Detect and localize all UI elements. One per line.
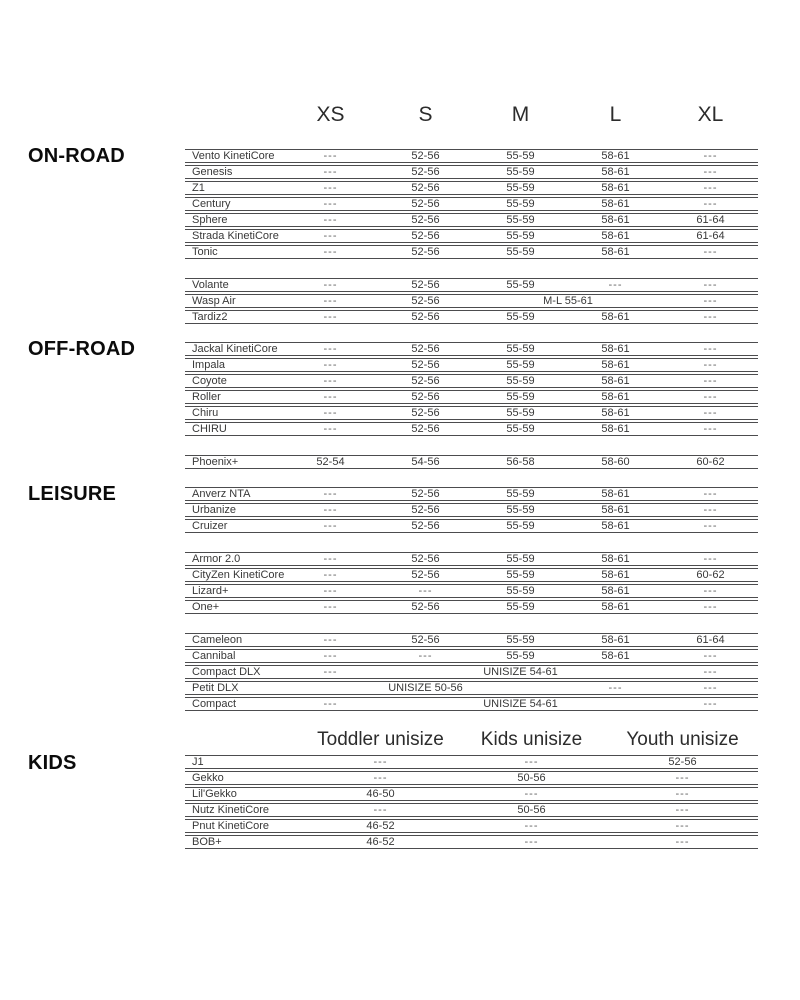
product-row [185,584,758,598]
size-cell: 56-58 [506,456,535,468]
size-cell: --- [703,391,718,403]
size-cell: --- [703,520,718,532]
size-cell: 52-56 [411,166,440,178]
size-cell: --- [608,279,623,291]
product-name: Nutz KinetiCore [192,804,270,816]
size-cell: 58-61 [601,166,630,178]
size-cell: 60-62 [696,569,725,581]
size-cell: 52-56 [411,182,440,194]
size-cell: --- [373,804,388,816]
product-name: One+ [192,601,220,613]
size-cell: 55-59 [506,246,535,258]
size-cell: 55-59 [506,359,535,371]
size-cell: 58-60 [601,456,630,468]
row-group [185,633,758,713]
size-cell: 55-59 [506,311,535,323]
product-name: J1 [192,756,204,768]
size-cell: --- [323,359,338,371]
product-name: Cameleon [192,634,243,646]
size-cell: 58-61 [601,375,630,387]
size-cell: --- [703,343,718,355]
size-cell: --- [323,391,338,403]
size-cell: 60-62 [696,456,725,468]
main-size-header-row [0,103,800,133]
size-cell: 58-61 [601,634,630,646]
size-cell: --- [703,488,718,500]
size-cell: 54-56 [411,456,440,468]
product-row [185,165,758,179]
size-cell: --- [323,423,338,435]
size-cell: 55-59 [506,343,535,355]
size-cell: 55-59 [506,553,535,565]
product-row [185,600,758,614]
product-name: Gekko [192,772,224,784]
size-cell: 58-61 [601,569,630,581]
header-name-spacer [185,103,283,127]
product-row [185,568,758,582]
product-row [185,358,758,372]
size-cell: 58-61 [601,182,630,194]
kids-column-header: Toddler unisize [317,729,444,750]
size-cell: --- [323,650,338,662]
size-cell: 58-61 [601,391,630,403]
product-name: Volante [192,279,229,291]
kids-column-header: Youth unisize [626,729,739,750]
section-label: KIDS [28,752,77,774]
size-cell: --- [524,788,539,800]
product-name: Armor 2.0 [192,553,241,565]
size-cell: UNISIZE 54-61 [483,698,558,710]
product-row [185,503,758,517]
size-cell: 55-59 [506,423,535,435]
product-row [185,803,758,817]
size-cell: --- [703,650,718,662]
size-cell: --- [703,666,718,678]
size-cell: --- [703,585,718,597]
product-name: Cruizer [192,520,228,532]
section-label: ON-ROAD [28,145,125,167]
size-column-header: M [511,103,530,126]
size-cell: M-L 55-61 [543,295,593,307]
product-name: Lil'Gekko [192,788,237,800]
section-off-road [0,338,800,471]
size-cell: --- [323,504,338,516]
size-cell: --- [323,698,338,710]
size-cell: --- [703,279,718,291]
size-cell: --- [608,682,623,694]
size-cell: --- [323,214,338,226]
size-cell: 52-56 [411,488,440,500]
size-cell: 52-56 [411,295,440,307]
product-name: Genesis [192,166,233,178]
product-name: Lizard+ [192,585,229,597]
size-column-header: XS [316,103,345,126]
size-cell: 52-56 [668,756,697,768]
product-name: BOB+ [192,836,222,848]
size-cell: UNISIZE 50-56 [388,682,463,694]
product-row [185,487,758,501]
size-cell: --- [703,166,718,178]
size-cell: --- [418,650,433,662]
size-cell: 58-61 [601,198,630,210]
product-row [185,633,758,647]
size-cell: --- [675,836,690,848]
size-cell: --- [323,246,338,258]
size-cell: 52-56 [411,391,440,403]
size-cell: 50-56 [517,772,546,784]
section-kids [0,729,800,851]
size-cell: 58-61 [601,585,630,597]
size-cell: 58-61 [601,504,630,516]
size-cell: --- [703,504,718,516]
size-cell: 55-59 [506,488,535,500]
size-cell: 58-61 [601,343,630,355]
product-name: CHIRU [192,423,227,435]
size-cell: --- [323,182,338,194]
size-cell: --- [703,682,718,694]
product-name: Impala [192,359,226,371]
size-cell: --- [323,295,338,307]
size-cell: --- [703,182,718,194]
size-cell: --- [323,634,338,646]
size-cell: --- [323,375,338,387]
size-cell: --- [675,788,690,800]
size-cell: --- [323,407,338,419]
size-cell: --- [323,569,338,581]
product-row [185,422,758,436]
size-cell: --- [323,343,338,355]
size-cell: 52-56 [411,230,440,242]
size-column-header: XL [697,103,724,126]
size-cell: --- [675,772,690,784]
size-cell: --- [418,585,433,597]
product-name: Pnut KinetiCore [192,820,270,832]
product-row [185,755,758,769]
size-cell: 55-59 [506,279,535,291]
product-row [185,519,758,533]
size-cell: 61-64 [696,214,725,226]
size-cell: --- [323,311,338,323]
product-name: Tardiz2 [192,311,228,323]
size-cell: 52-56 [411,311,440,323]
header-name-spacer [185,729,305,751]
size-cell: 55-59 [506,569,535,581]
size-cell: 52-56 [411,359,440,371]
size-column-header: L [609,103,622,126]
product-name: Tonic [192,246,218,258]
row-group [185,455,758,471]
size-cell: --- [524,756,539,768]
size-cell: --- [373,756,388,768]
size-cell: 55-59 [506,150,535,162]
size-cell: --- [703,553,718,565]
size-cell: 52-56 [411,214,440,226]
size-cell: --- [323,150,338,162]
size-cell: 50-56 [517,804,546,816]
row-group [185,487,758,535]
product-row [185,374,758,388]
size-cell: --- [323,553,338,565]
size-cell: 52-54 [316,456,345,468]
size-cell: 55-59 [506,650,535,662]
size-cell: --- [373,772,388,784]
product-name: Phoenix+ [192,456,239,468]
size-cell: 52-56 [411,246,440,258]
product-row [185,819,758,833]
section-label: LEISURE [28,483,117,505]
size-cell: 55-59 [506,214,535,226]
size-cell: --- [323,279,338,291]
section-on-road [0,145,800,326]
product-row [185,310,758,324]
size-cell: 52-56 [411,423,440,435]
kids-column-header: Kids unisize [480,729,583,750]
size-cell: 52-56 [411,407,440,419]
size-cell: --- [524,836,539,848]
size-cell: 52-56 [411,520,440,532]
size-cell: --- [323,601,338,613]
size-cell: 52-56 [411,375,440,387]
product-row [185,149,758,163]
product-row [185,771,758,785]
product-row [185,406,758,420]
kids-size-header [185,729,758,751]
product-name: Petit DLX [192,682,239,694]
size-column-header: S [418,103,433,126]
size-cell: 58-61 [601,359,630,371]
size-cell: 58-61 [601,423,630,435]
product-row [185,245,758,259]
row-group [185,278,758,326]
size-cell: --- [323,666,338,678]
product-name: Wasp Air [192,295,236,307]
size-cell: 55-59 [506,634,535,646]
size-cell: 46-50 [366,788,395,800]
row-group [185,552,758,616]
size-cell: 55-59 [506,198,535,210]
product-name: Cannibal [192,650,236,662]
size-cell: 55-59 [506,407,535,419]
product-row [185,213,758,227]
size-cell: --- [703,150,718,162]
size-cell: --- [323,230,338,242]
product-name: Vento KinetiCore [192,150,275,162]
size-cell: 55-59 [506,230,535,242]
product-row [185,181,758,195]
size-cell: 55-59 [506,182,535,194]
size-cell: 55-59 [506,375,535,387]
size-cell: --- [524,820,539,832]
product-row [185,681,758,695]
size-cell: 52-56 [411,569,440,581]
product-row [185,197,758,211]
header-spacer [0,103,185,133]
size-cell: --- [675,820,690,832]
size-cell: 52-56 [411,343,440,355]
size-cell: --- [323,198,338,210]
size-cell: 58-61 [601,650,630,662]
size-cell: 55-59 [506,520,535,532]
size-cell: 58-61 [601,150,630,162]
size-cell: --- [323,585,338,597]
section-label: OFF-ROAD [28,338,136,360]
size-cell: 58-61 [601,601,630,613]
size-cell: --- [703,311,718,323]
size-cell: 52-56 [411,634,440,646]
size-cell: --- [323,520,338,532]
product-name: Chiru [192,407,219,419]
size-cell: --- [323,488,338,500]
product-name: Century [192,198,231,210]
size-cell: 55-59 [506,601,535,613]
product-name: Anverz NTA [192,488,251,500]
size-cell: 46-52 [366,820,395,832]
size-cell: 52-56 [411,150,440,162]
size-cell: 58-61 [601,230,630,242]
product-row [185,697,758,711]
product-row [185,294,758,308]
product-name: Jackal KinetiCore [192,343,278,355]
size-header [185,103,758,127]
size-cell: --- [703,601,718,613]
size-cell: --- [675,804,690,816]
size-cell: 52-56 [411,279,440,291]
product-name: Sphere [192,214,228,226]
product-row [185,835,758,849]
size-cell: --- [703,198,718,210]
size-cell: 52-56 [411,198,440,210]
size-cell: 55-59 [506,391,535,403]
size-cell: 52-56 [411,553,440,565]
size-cell: 55-59 [506,585,535,597]
row-group [185,755,758,851]
section-leisure [0,483,800,713]
size-cell: 58-61 [601,520,630,532]
product-row [185,229,758,243]
product-name: Urbanize [192,504,237,516]
row-group [185,342,758,438]
size-cell: --- [703,295,718,307]
size-cell: --- [323,166,338,178]
row-group [185,149,758,261]
product-name: Compact DLX [192,666,261,678]
size-cell: 46-52 [366,836,395,848]
size-cell: 58-61 [601,407,630,419]
size-cell: 61-64 [696,230,725,242]
product-name: Z1 [192,182,205,194]
size-cell: UNISIZE 54-61 [483,666,558,678]
product-name: Roller [192,391,221,403]
product-row [185,787,758,801]
size-cell: 58-61 [601,311,630,323]
size-cell: 58-61 [601,553,630,565]
product-row [185,342,758,356]
size-cell: 58-61 [601,488,630,500]
size-cell: --- [703,407,718,419]
product-name: Coyote [192,375,227,387]
product-name: CityZen KinetiCore [192,569,285,581]
size-cell: --- [703,246,718,258]
size-cell: 55-59 [506,504,535,516]
size-cell: --- [703,359,718,371]
product-row [185,552,758,566]
size-cell: --- [703,698,718,710]
product-row [185,665,758,679]
size-chart [0,103,800,851]
product-name: Strada KinetiCore [192,230,279,242]
product-row [185,278,758,292]
product-name: Compact [192,698,237,710]
size-cell: 58-61 [601,214,630,226]
size-cell: 52-56 [411,504,440,516]
size-cell: 61-64 [696,634,725,646]
size-cell: --- [703,375,718,387]
size-cell: 52-56 [411,601,440,613]
product-row [185,649,758,663]
size-cell: 58-61 [601,246,630,258]
size-cell: 55-59 [506,166,535,178]
size-cell: --- [703,423,718,435]
product-row [185,390,758,404]
product-row [185,455,758,469]
